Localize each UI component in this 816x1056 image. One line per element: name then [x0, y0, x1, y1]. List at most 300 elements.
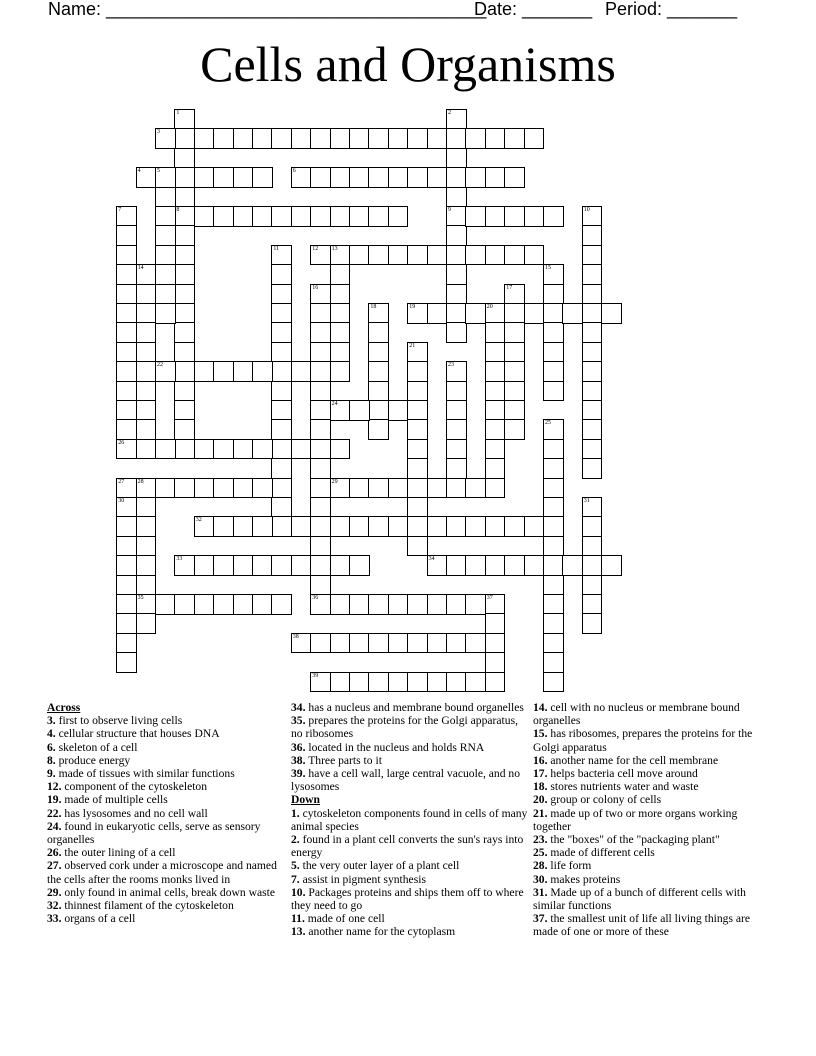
crossword-cell[interactable]: [388, 672, 409, 693]
crossword-cell[interactable]: [582, 516, 603, 537]
crossword-cell[interactable]: [194, 361, 215, 382]
crossword-cell[interactable]: [543, 206, 564, 227]
crossword-cell[interactable]: [485, 128, 506, 149]
crossword-cell[interactable]: [330, 167, 351, 188]
crossword-cell[interactable]: [368, 672, 389, 693]
crossword-cell[interactable]: [116, 245, 137, 266]
crossword-cell[interactable]: [543, 672, 564, 693]
crossword-cell[interactable]: [330, 555, 351, 576]
crossword-cell[interactable]: [271, 128, 292, 149]
crossword-cell[interactable]: [330, 128, 351, 149]
crossword-cell[interactable]: [465, 516, 486, 537]
crossword-cell[interactable]: [194, 128, 215, 149]
crossword-cell[interactable]: [213, 594, 234, 615]
crossword-cell[interactable]: [349, 516, 370, 537]
crossword-cell[interactable]: [427, 516, 448, 537]
crossword-cell[interactable]: [543, 555, 564, 576]
crossword-cell[interactable]: [543, 284, 564, 305]
crossword-cell[interactable]: [543, 497, 564, 518]
crossword-cell[interactable]: [194, 516, 215, 537]
crossword-cell[interactable]: [174, 148, 195, 169]
crossword-cell[interactable]: [271, 478, 292, 499]
crossword-cell[interactable]: [136, 536, 157, 557]
crossword-cell[interactable]: [349, 478, 370, 499]
crossword-cell[interactable]: [291, 516, 312, 537]
crossword-cell[interactable]: [543, 536, 564, 557]
crossword-cell[interactable]: [368, 419, 389, 440]
crossword-cell[interactable]: [116, 284, 137, 305]
crossword-cell[interactable]: [504, 555, 525, 576]
crossword-cell[interactable]: [485, 439, 506, 460]
crossword-cell[interactable]: [504, 245, 525, 266]
crossword-cell[interactable]: [504, 381, 525, 402]
crossword-cell[interactable]: [174, 361, 195, 382]
crossword-cell[interactable]: [271, 381, 292, 402]
crossword-cell[interactable]: [368, 516, 389, 537]
crossword-cell[interactable]: [368, 381, 389, 402]
crossword-cell[interactable]: [271, 419, 292, 440]
crossword-cell[interactable]: [543, 381, 564, 402]
crossword-cell[interactable]: [485, 361, 506, 382]
crossword-cell[interactable]: [543, 303, 564, 324]
crossword-cell[interactable]: [368, 167, 389, 188]
crossword-cell[interactable]: [174, 594, 195, 615]
crossword-cell[interactable]: [310, 361, 331, 382]
crossword-cell[interactable]: [446, 187, 467, 208]
crossword-cell[interactable]: [252, 206, 273, 227]
crossword-cell[interactable]: [271, 439, 292, 460]
crossword-cell[interactable]: [485, 245, 506, 266]
crossword-cell[interactable]: [116, 652, 137, 673]
crossword-cell[interactable]: [485, 478, 506, 499]
crossword-cell[interactable]: [504, 284, 525, 305]
crossword-cell[interactable]: [252, 594, 273, 615]
crossword-cell[interactable]: [330, 361, 351, 382]
crossword-cell[interactable]: [465, 633, 486, 654]
crossword-cell[interactable]: [582, 264, 603, 285]
crossword-cell[interactable]: [233, 555, 254, 576]
crossword-cell[interactable]: [116, 497, 137, 518]
crossword-cell[interactable]: [174, 439, 195, 460]
crossword-cell[interactable]: [174, 109, 195, 130]
crossword-cell[interactable]: [407, 361, 428, 382]
crossword-cell[interactable]: [349, 206, 370, 227]
crossword-cell[interactable]: [388, 594, 409, 615]
crossword-cell[interactable]: [543, 516, 564, 537]
crossword-cell[interactable]: [368, 303, 389, 324]
crossword-cell[interactable]: [504, 400, 525, 421]
crossword-cell[interactable]: [582, 419, 603, 440]
crossword-cell[interactable]: [446, 303, 467, 324]
crossword-cell[interactable]: [136, 400, 157, 421]
crossword-cell[interactable]: [446, 284, 467, 305]
crossword-cell[interactable]: [155, 439, 176, 460]
crossword-cell[interactable]: [291, 633, 312, 654]
crossword-cell[interactable]: [310, 419, 331, 440]
crossword-cell[interactable]: [116, 594, 137, 615]
crossword-cell[interactable]: [485, 400, 506, 421]
crossword-cell[interactable]: [291, 206, 312, 227]
crossword-cell[interactable]: [213, 555, 234, 576]
crossword-cell[interactable]: [407, 594, 428, 615]
crossword-cell[interactable]: [136, 361, 157, 382]
crossword-cell[interactable]: [582, 381, 603, 402]
crossword-cell[interactable]: [310, 128, 331, 149]
crossword-cell[interactable]: [271, 458, 292, 479]
crossword-cell[interactable]: [174, 187, 195, 208]
crossword-cell[interactable]: [582, 361, 603, 382]
crossword-cell[interactable]: [233, 128, 254, 149]
crossword-cell[interactable]: [155, 245, 176, 266]
crossword-cell[interactable]: [136, 594, 157, 615]
crossword-cell[interactable]: [582, 575, 603, 596]
crossword-cell[interactable]: [116, 419, 137, 440]
crossword-cell[interactable]: [562, 555, 583, 576]
crossword-cell[interactable]: [465, 128, 486, 149]
crossword-cell[interactable]: [349, 245, 370, 266]
crossword-cell[interactable]: [504, 167, 525, 188]
crossword-cell[interactable]: [427, 128, 448, 149]
crossword-cell[interactable]: [116, 206, 137, 227]
crossword-cell[interactable]: [504, 303, 525, 324]
crossword-cell[interactable]: [310, 536, 331, 557]
crossword-cell[interactable]: [368, 361, 389, 382]
crossword-cell[interactable]: [504, 361, 525, 382]
crossword-cell[interactable]: [465, 167, 486, 188]
crossword-cell[interactable]: [271, 206, 292, 227]
crossword-cell[interactable]: [310, 516, 331, 537]
crossword-cell[interactable]: [136, 303, 157, 324]
crossword-cell[interactable]: [330, 322, 351, 343]
crossword-cell[interactable]: [271, 303, 292, 324]
crossword-cell[interactable]: [136, 497, 157, 518]
crossword-cell[interactable]: [116, 633, 137, 654]
crossword-cell[interactable]: [446, 128, 467, 149]
crossword-cell[interactable]: [330, 516, 351, 537]
crossword-cell[interactable]: [233, 594, 254, 615]
crossword-cell[interactable]: [582, 536, 603, 557]
crossword-cell[interactable]: [330, 342, 351, 363]
crossword-cell[interactable]: [271, 555, 292, 576]
crossword-cell[interactable]: [368, 594, 389, 615]
crossword-cell[interactable]: [446, 672, 467, 693]
crossword-cell[interactable]: [388, 167, 409, 188]
crossword-cell[interactable]: [330, 633, 351, 654]
crossword-cell[interactable]: [446, 225, 467, 246]
crossword-cell[interactable]: [194, 439, 215, 460]
crossword-cell[interactable]: [136, 555, 157, 576]
crossword-cell[interactable]: [427, 245, 448, 266]
crossword-cell[interactable]: [213, 128, 234, 149]
crossword-cell[interactable]: [233, 361, 254, 382]
crossword-cell[interactable]: [136, 167, 157, 188]
crossword-cell[interactable]: [174, 303, 195, 324]
crossword-cell[interactable]: [155, 167, 176, 188]
crossword-cell[interactable]: [504, 419, 525, 440]
crossword-cell[interactable]: [427, 555, 448, 576]
crossword-cell[interactable]: [388, 633, 409, 654]
crossword-cell[interactable]: [136, 381, 157, 402]
crossword-cell[interactable]: [485, 167, 506, 188]
crossword-cell[interactable]: [582, 245, 603, 266]
crossword-cell[interactable]: [174, 381, 195, 402]
crossword-cell[interactable]: [582, 322, 603, 343]
date-field[interactable]: Date: _______: [474, 0, 593, 19]
crossword-cell[interactable]: [446, 245, 467, 266]
crossword-cell[interactable]: [310, 633, 331, 654]
crossword-cell[interactable]: [504, 128, 525, 149]
crossword-cell[interactable]: [252, 128, 273, 149]
crossword-cell[interactable]: [155, 361, 176, 382]
crossword-cell[interactable]: [291, 439, 312, 460]
crossword-cell[interactable]: [543, 652, 564, 673]
crossword-cell[interactable]: [271, 361, 292, 382]
crossword-cell[interactable]: [465, 303, 486, 324]
crossword-cell[interactable]: [446, 400, 467, 421]
crossword-cell[interactable]: [116, 516, 137, 537]
crossword-cell[interactable]: [155, 284, 176, 305]
crossword-cell[interactable]: [446, 264, 467, 285]
crossword-cell[interactable]: [485, 652, 506, 673]
crossword-cell[interactable]: [213, 439, 234, 460]
crossword-cell[interactable]: [116, 381, 137, 402]
crossword-cell[interactable]: [485, 633, 506, 654]
crossword-cell[interactable]: [213, 478, 234, 499]
crossword-cell[interactable]: [213, 167, 234, 188]
crossword-cell[interactable]: [233, 167, 254, 188]
crossword-cell[interactable]: [116, 536, 137, 557]
crossword-cell[interactable]: [446, 381, 467, 402]
crossword-cell[interactable]: [310, 478, 331, 499]
crossword-cell[interactable]: [543, 264, 564, 285]
crossword-cell[interactable]: [407, 497, 428, 518]
crossword-cell[interactable]: [388, 128, 409, 149]
crossword-cell[interactable]: [349, 167, 370, 188]
crossword-cell[interactable]: [368, 206, 389, 227]
crossword-cell[interactable]: [116, 264, 137, 285]
crossword-cell[interactable]: [446, 458, 467, 479]
crossword-cell[interactable]: [388, 245, 409, 266]
crossword-cell[interactable]: [582, 439, 603, 460]
crossword-cell[interactable]: [174, 322, 195, 343]
crossword-cell[interactable]: [136, 342, 157, 363]
crossword-cell[interactable]: [543, 419, 564, 440]
crossword-cell[interactable]: [368, 400, 389, 421]
crossword-cell[interactable]: [271, 400, 292, 421]
crossword-cell[interactable]: [174, 128, 195, 149]
crossword-cell[interactable]: [582, 458, 603, 479]
crossword-cell[interactable]: [233, 206, 254, 227]
crossword-cell[interactable]: [543, 575, 564, 596]
crossword-cell[interactable]: [446, 478, 467, 499]
crossword-cell[interactable]: [582, 284, 603, 305]
crossword-cell[interactable]: [543, 594, 564, 615]
crossword-cell[interactable]: [407, 439, 428, 460]
crossword-cell[interactable]: [407, 245, 428, 266]
crossword-cell[interactable]: [485, 342, 506, 363]
crossword-cell[interactable]: [407, 536, 428, 557]
crossword-cell[interactable]: [524, 555, 545, 576]
crossword-cell[interactable]: [174, 400, 195, 421]
crossword-cell[interactable]: [427, 672, 448, 693]
crossword-cell[interactable]: [310, 594, 331, 615]
crossword-cell[interactable]: [407, 516, 428, 537]
crossword-cell[interactable]: [155, 187, 176, 208]
crossword-cell[interactable]: [194, 167, 215, 188]
crossword-cell[interactable]: [465, 478, 486, 499]
crossword-cell[interactable]: [543, 342, 564, 363]
crossword-cell[interactable]: [388, 400, 409, 421]
crossword-cell[interactable]: [582, 206, 603, 227]
crossword-cell[interactable]: [330, 594, 351, 615]
crossword-cell[interactable]: [582, 400, 603, 421]
crossword-cell[interactable]: [407, 167, 428, 188]
name-field[interactable]: Name: ______________________________________: [48, 0, 487, 19]
crossword-cell[interactable]: [601, 303, 622, 324]
crossword-cell[interactable]: [407, 342, 428, 363]
crossword-cell[interactable]: [582, 225, 603, 246]
crossword-cell[interactable]: [310, 672, 331, 693]
crossword-cell[interactable]: [116, 400, 137, 421]
crossword-cell[interactable]: [543, 458, 564, 479]
crossword-cell[interactable]: [271, 516, 292, 537]
crossword-cell[interactable]: [310, 322, 331, 343]
crossword-cell[interactable]: [271, 245, 292, 266]
crossword-cell[interactable]: [465, 594, 486, 615]
crossword-cell[interactable]: [136, 575, 157, 596]
crossword-cell[interactable]: [116, 478, 137, 499]
crossword-cell[interactable]: [465, 672, 486, 693]
crossword-cell[interactable]: [446, 206, 467, 227]
crossword-cell[interactable]: [136, 419, 157, 440]
crossword-cell[interactable]: [330, 264, 351, 285]
crossword-cell[interactable]: [446, 633, 467, 654]
crossword-cell[interactable]: [271, 322, 292, 343]
crossword-cell[interactable]: [446, 594, 467, 615]
crossword-cell[interactable]: [524, 516, 545, 537]
crossword-cell[interactable]: [407, 400, 428, 421]
crossword-cell[interactable]: [252, 439, 273, 460]
crossword-cell[interactable]: [349, 128, 370, 149]
crossword-cell[interactable]: [388, 516, 409, 537]
crossword-cell[interactable]: [349, 555, 370, 576]
crossword-cell[interactable]: [446, 555, 467, 576]
crossword-cell[interactable]: [116, 225, 137, 246]
crossword-cell[interactable]: [349, 633, 370, 654]
crossword-cell[interactable]: [252, 361, 273, 382]
crossword-cell[interactable]: [116, 342, 137, 363]
crossword-cell[interactable]: [116, 361, 137, 382]
crossword-cell[interactable]: [524, 303, 545, 324]
crossword-cell[interactable]: [368, 478, 389, 499]
crossword-cell[interactable]: [310, 555, 331, 576]
crossword-cell[interactable]: [388, 478, 409, 499]
crossword-cell[interactable]: [291, 361, 312, 382]
crossword-cell[interactable]: [368, 342, 389, 363]
crossword-cell[interactable]: [504, 516, 525, 537]
crossword-cell[interactable]: [136, 264, 157, 285]
crossword-cell[interactable]: [407, 672, 428, 693]
crossword-cell[interactable]: [194, 594, 215, 615]
crossword-cell[interactable]: [427, 167, 448, 188]
crossword-cell[interactable]: [116, 322, 137, 343]
crossword-cell[interactable]: [407, 633, 428, 654]
crossword-cell[interactable]: [310, 167, 331, 188]
crossword-cell[interactable]: [136, 439, 157, 460]
crossword-cell[interactable]: [233, 439, 254, 460]
crossword-cell[interactable]: [213, 516, 234, 537]
crossword-cell[interactable]: [485, 419, 506, 440]
crossword-cell[interactable]: [155, 478, 176, 499]
crossword-cell[interactable]: [407, 419, 428, 440]
crossword-cell[interactable]: [330, 400, 351, 421]
crossword-cell[interactable]: [446, 322, 467, 343]
crossword-cell[interactable]: [427, 303, 448, 324]
crossword-cell[interactable]: [136, 284, 157, 305]
crossword-cell[interactable]: [330, 245, 351, 266]
crossword-cell[interactable]: [233, 478, 254, 499]
crossword-cell[interactable]: [543, 439, 564, 460]
crossword-cell[interactable]: [446, 516, 467, 537]
crossword-cell[interactable]: [310, 206, 331, 227]
crossword-cell[interactable]: [310, 381, 331, 402]
crossword-cell[interactable]: [601, 555, 622, 576]
crossword-cell[interactable]: [330, 303, 351, 324]
crossword-cell[interactable]: [116, 575, 137, 596]
crossword-cell[interactable]: [446, 439, 467, 460]
crossword-cell[interactable]: [310, 458, 331, 479]
crossword-cell[interactable]: [485, 594, 506, 615]
crossword-cell[interactable]: [291, 555, 312, 576]
crossword-cell[interactable]: [485, 555, 506, 576]
crossword-cell[interactable]: [465, 206, 486, 227]
crossword-cell[interactable]: [388, 206, 409, 227]
crossword-cell[interactable]: [291, 167, 312, 188]
crossword-cell[interactable]: [446, 361, 467, 382]
crossword-cell[interactable]: [582, 594, 603, 615]
crossword-cell[interactable]: [233, 516, 254, 537]
crossword-cell[interactable]: [407, 128, 428, 149]
crossword-cell[interactable]: [310, 439, 331, 460]
crossword-cell[interactable]: [368, 245, 389, 266]
crossword-cell[interactable]: [310, 400, 331, 421]
crossword-cell[interactable]: [582, 342, 603, 363]
crossword-cell[interactable]: [485, 516, 506, 537]
crossword-cell[interactable]: [136, 478, 157, 499]
crossword-cell[interactable]: [407, 478, 428, 499]
crossword-cell[interactable]: [271, 284, 292, 305]
crossword-cell[interactable]: [271, 342, 292, 363]
crossword-cell[interactable]: [543, 613, 564, 634]
crossword-cell[interactable]: [485, 381, 506, 402]
crossword-cell[interactable]: [271, 594, 292, 615]
crossword-cell[interactable]: [310, 497, 331, 518]
crossword-cell[interactable]: [310, 303, 331, 324]
crossword-cell[interactable]: [582, 303, 603, 324]
crossword-cell[interactable]: [116, 555, 137, 576]
crossword-cell[interactable]: [213, 206, 234, 227]
crossword-cell[interactable]: [174, 478, 195, 499]
crossword-cell[interactable]: [543, 633, 564, 654]
crossword-cell[interactable]: [136, 322, 157, 343]
crossword-cell[interactable]: [446, 419, 467, 440]
crossword-cell[interactable]: [136, 516, 157, 537]
crossword-cell[interactable]: [174, 264, 195, 285]
crossword-cell[interactable]: [330, 206, 351, 227]
crossword-cell[interactable]: [485, 322, 506, 343]
crossword-cell[interactable]: [427, 594, 448, 615]
crossword-cell[interactable]: [485, 206, 506, 227]
